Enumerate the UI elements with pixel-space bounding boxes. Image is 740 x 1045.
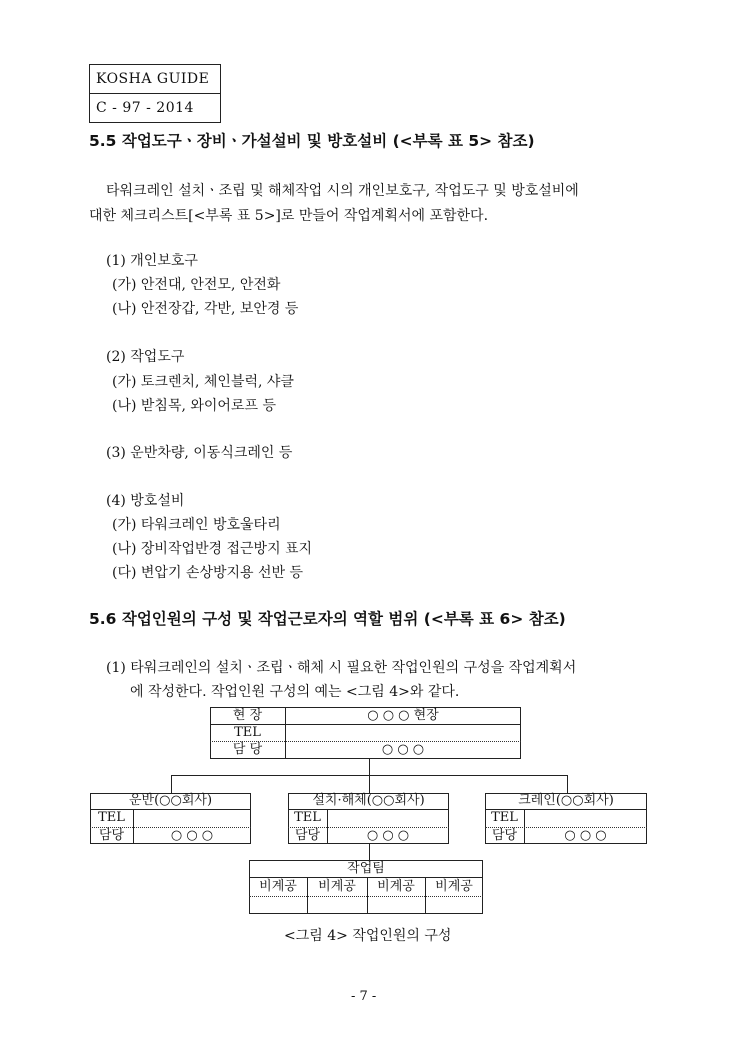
list-subitem-4c: (다) 변압기 손상방지용 선반 등 (112, 565, 304, 581)
list-item-3: (3) 운반차량, 이동식크레인 등 (106, 445, 293, 461)
install-manager-label: 담당 (294, 828, 321, 843)
guide-code: C - 97 - 2014 (90, 93, 220, 122)
figure-caption: <그림 4> 작업인원의 구성 (284, 928, 452, 944)
transport-manager-label: 담당 (98, 828, 125, 843)
section-5-6-item1-line2: 에 작성한다. 작업인원 구성의 예는 <그림 4>와 같다. (130, 684, 460, 700)
document-code-box (89, 64, 221, 123)
work-team-title: 작업팀 (347, 861, 385, 876)
page-number: - 7 - (351, 989, 377, 1004)
list-subitem-4a: (가) 타워크레인 방호울타리 (112, 517, 281, 533)
section-5-5-paragraph-line1: 타워크레인 설치ㆍ조립 및 해체작업 시의 개인보호구, 작업도구 및 방호설비에 (106, 183, 579, 199)
team-member: 비계공 (318, 879, 356, 894)
connector-top (369, 759, 370, 775)
list-subitem-1a: (가) 안전대, 안전모, 안전화 (112, 277, 281, 293)
transport-manager-value: ○ ○ ○ (170, 828, 214, 843)
section-5-6-heading: 5.6 작업인원의 구성 및 작업근로자의 역할 범위 (<부록 표 6> 참조) (89, 610, 566, 628)
team-member: 비계공 (259, 879, 297, 894)
section-5-6-item1-line1: (1) 타워크레인의 설치ㆍ조립ㆍ해체 시 필요한 작업인원의 구성을 작업계획서 (106, 660, 577, 676)
list-subitem-4b: (나) 장비작업반경 접근방지 표지 (112, 541, 313, 557)
guide-name: KOSHA GUIDE (96, 71, 210, 87)
site-label: 현 장 (232, 708, 263, 723)
transport-tel-label: TEL (98, 810, 125, 825)
site-manager-value: ○ ○ ○ (381, 742, 425, 757)
install-tel-label: TEL (294, 810, 321, 825)
list-subitem-1b: (나) 안전장갑, 각반, 보안경 등 (112, 301, 299, 317)
crane-manager-value: ○ ○ ○ (564, 828, 607, 843)
list-item-1: (1) 개인보호구 (106, 253, 198, 269)
list-item-4: (4) 방호설비 (106, 493, 185, 509)
team-member: 비계공 (377, 879, 415, 894)
connector-team (369, 844, 370, 860)
section-5-5-paragraph-line2: 대한 체크리스트[<부록 표 5>]로 만들어 작업계획서에 포함한다. (89, 208, 489, 224)
list-subitem-2a: (가) 토크렌치, 체인블럭, 샤클 (112, 374, 294, 390)
site-manager-label: 담 당 (232, 742, 263, 757)
crane-manager-label: 담당 (491, 828, 518, 843)
list-item-2: (2) 작업도구 (106, 349, 185, 365)
site-value: ○ ○ ○ 현장 (367, 708, 439, 723)
list-subitem-2b: (나) 받침목, 와이어로프 등 (112, 398, 276, 414)
crane-tel-label: TEL (491, 810, 518, 825)
crane-title: 크레인(○○회사) (518, 793, 614, 808)
install-title: 설치·해체(○○회사) (312, 793, 425, 808)
transport-title: 운반(○○회사) (128, 793, 213, 808)
team-member: 비계공 (435, 879, 473, 894)
site-tel-label: TEL (234, 725, 261, 740)
section-5-5-heading: 5.5 작업도구ㆍ장비ㆍ가설설비 및 방호설비 (<부록 표 5> 참조) (89, 132, 535, 150)
install-manager-value: ○ ○ ○ (366, 828, 410, 843)
